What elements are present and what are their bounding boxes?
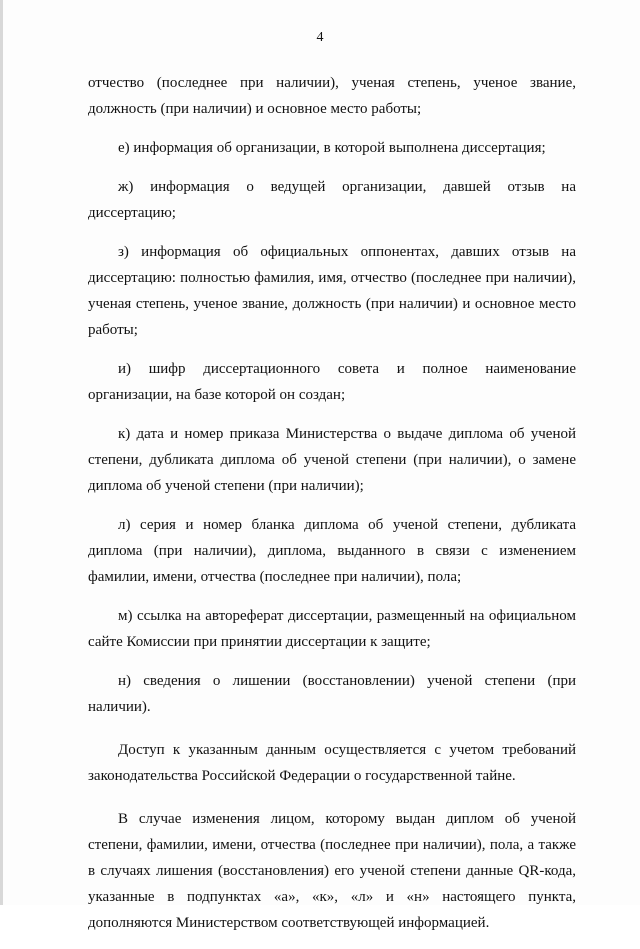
paragraph-access: Доступ к указанным данным осуществляется с учетом требований законодательства Российской Федерации о государственной тайне. — [88, 742, 576, 784]
paragraph-item-k: к) дата и номер приказа Министерства о выдаче диплома об ученой степени, дубликата диплома об ученой степени (при наличии), о замене диплома об ученой степени (при наличии); — [88, 426, 576, 494]
document-body — [88, 70, 576, 949]
paragraph-item-i: и) шифр диссертационного совета и полное наименование организации, на базе которой он создан; — [88, 361, 576, 403]
page-edge — [0, 0, 3, 905]
paragraph-item-m: м) ссылка на автореферат диссертации, размещенный на официальном сайте Комиссии при принятии диссертации к защите; — [88, 608, 576, 650]
paragraph-continuation: отчество (последнее при наличии), ученая степень, ученое звание, должность (при наличии) и основное место работы; — [88, 75, 576, 117]
paragraph-item-e: е) информация об организации, в которой выполнена диссертация; — [118, 140, 546, 156]
paragraph-item-z: з) информация об официальных оппонентах, давших отзыв на диссертацию: полностью фамилия, имя, отчество (последнее при наличии), ученая степень, ученое звание, должность (при наличии) и основное место работы; — [88, 244, 576, 338]
paragraph-item-zh: ж) информация о ведущей организации, давшей отзыв на диссертацию; — [88, 179, 576, 221]
page-number: 4 — [316, 30, 324, 45]
paragraph-item-n: н) сведения о лишении (восстановлении) ученой степени (при наличии). — [88, 673, 576, 715]
paragraph-changes: В случае изменения лицом, которому выдан диплом об ученой степени, фамилии, имени, отчества (последнее при наличии), пола, а также в случаях лишения (восстановления) его ученой степени данные QR-кода, указанные в подпунктах «а», «к», «л» и «н» настоящего пункта, дополняются Министерством соответствующей информацией. — [88, 811, 576, 931]
paragraph-item-l: л) серия и номер бланка диплома об ученой степени, дубликата диплома (при наличии), диплома, выданного в связи с изменением фамилии, имени, отчества (последнее при наличии), пола; — [88, 517, 576, 585]
